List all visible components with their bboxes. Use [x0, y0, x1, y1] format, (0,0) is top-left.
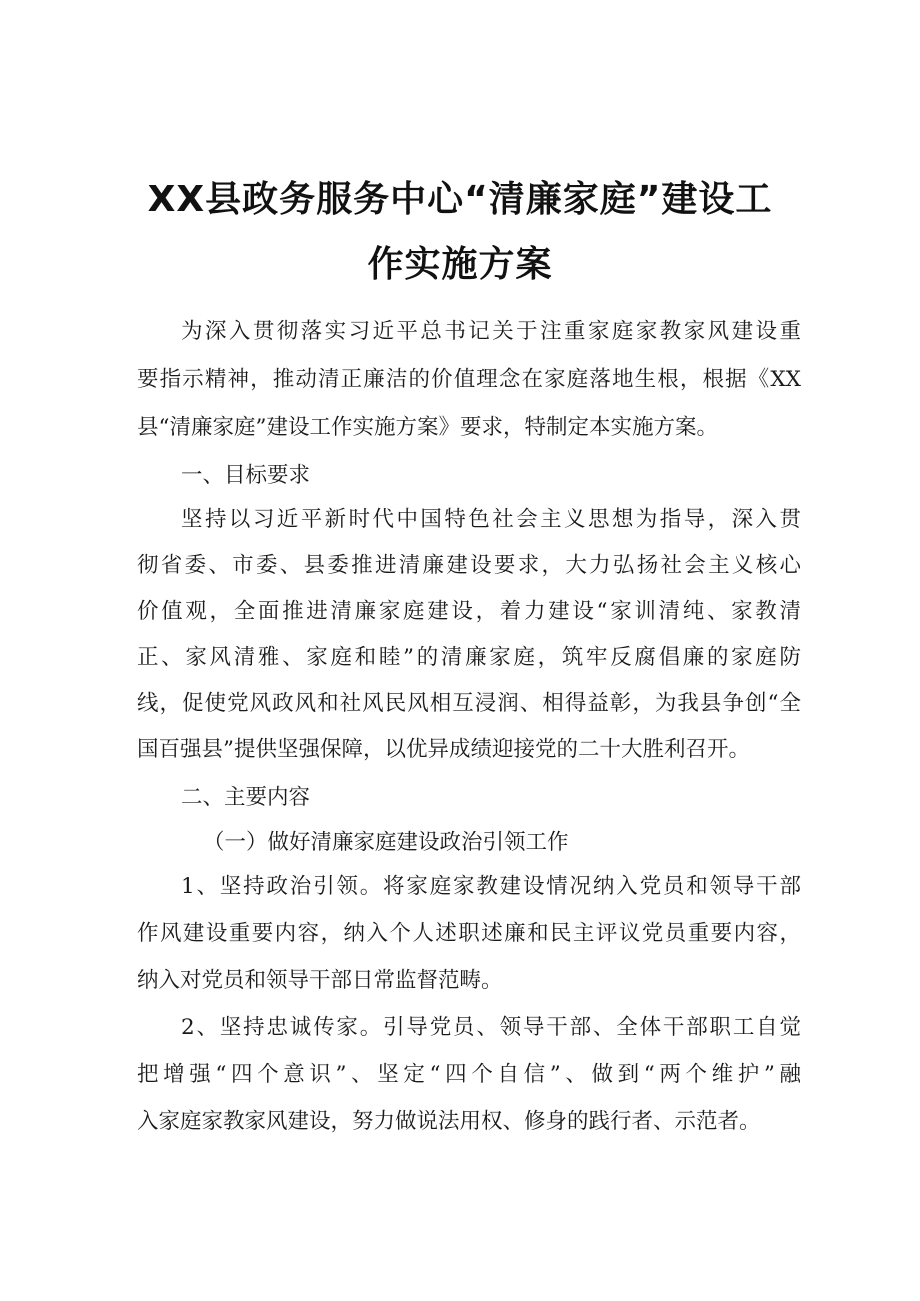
- section1-line-6: 国百强县”提供坚强保障，以优异成绩迎接党的二十大胜利召开。: [137, 737, 750, 762]
- section2-heading: 二、主要内容: [181, 785, 311, 810]
- item2-line-2: 把增强“四个意识”、坚定“四个自信”、做到“两个维护”融: [137, 1062, 801, 1087]
- subsection1-heading: （一）做好清廉家庭建设政治引领工作: [203, 830, 569, 855]
- section1-line-5: 线，促使党风政风和社风民风相互浸润、相得益彰，为我县争创“全: [137, 691, 801, 716]
- document-title-line-1: XX县政务服务中心“清廉家庭”建设工: [147, 179, 773, 220]
- intro-line-3: 县“清廉家庭”建设工作实施方案》要求，特制定本实施方案。: [137, 415, 718, 440]
- intro-line-2: 要指示精神，推动清正廉洁的价值理念在家庭落地生根，根据《XX: [137, 367, 801, 392]
- item1-line-3: 纳入对党员和领导干部日常监督范畴。: [137, 968, 503, 993]
- section1-line-4: 正、家风清雅、家庭和睦”的清廉家庭，筑牢反腐倡廉的家庭防: [137, 645, 801, 670]
- item1-line-2: 作风建设重要内容，纳入个人述职述廉和民主评议党员重要内容，: [137, 921, 801, 946]
- item1-line-1: 1、坚持政治引领。将家庭家教建设情况纳入党员和领导干部: [181, 874, 801, 899]
- section1-line-3: 价值观，全面推进清廉家庭建设，着力建设“家训清纯、家教清: [137, 599, 801, 624]
- document-title-line-2: 作实施方案: [367, 244, 553, 285]
- intro-line-1: 为深入贯彻落实习近平总书记关于注重家庭家教家风建设重: [181, 319, 801, 344]
- section1-heading: 一、目标要求: [181, 463, 311, 488]
- section1-line-2: 彻省委、市委、县委推进清廉建设要求，大力弘扬社会主义核心: [137, 553, 801, 578]
- item2-line-1: 2、坚持忠诚传家。引导党员、领导干部、全体干部职工自觉: [181, 1015, 801, 1040]
- section1-line-1: 坚持以习近平新时代中国特色社会主义思想为指导，深入贯: [181, 507, 801, 532]
- item2-line-3: 入家庭家教家风建设，努力做说法用权、修身的践行者、示范者。: [137, 1109, 761, 1134]
